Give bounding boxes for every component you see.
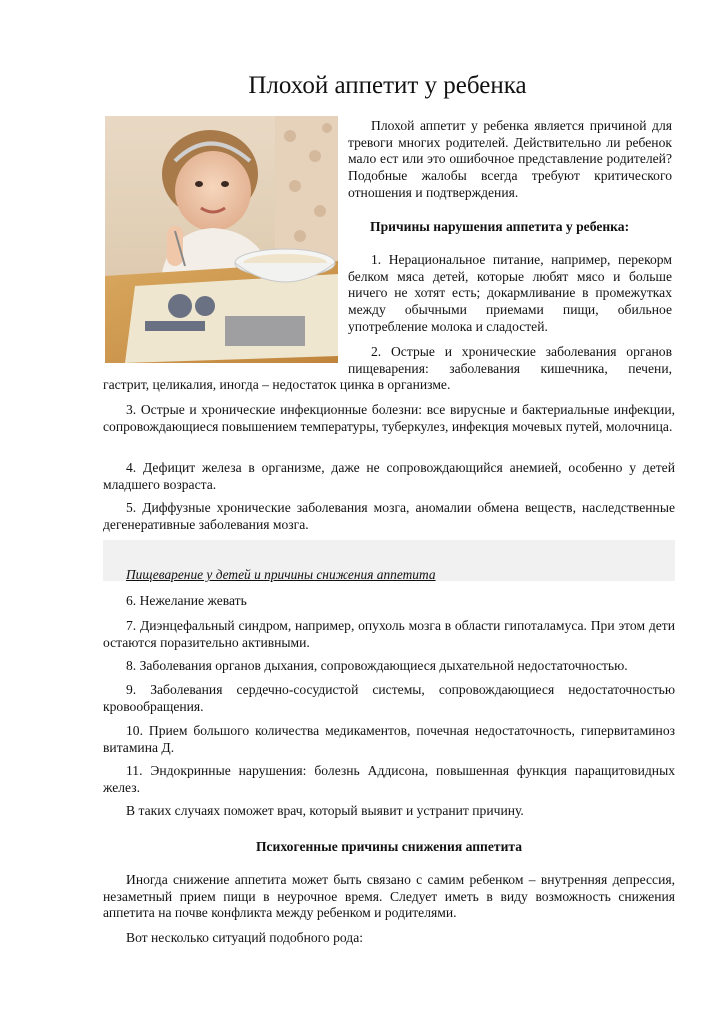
cause-item-2-start: 2. Острые и хронические заболевания органов пищеварения: заболевания кишечника, печени,	[348, 344, 672, 376]
intro-paragraph: Плохой аппетит у ребенка является причиной для тревоги многих родителей. Действительно ли ребенок мало ест или это ошибочное представление родителей? Подобные жалобы всегда требуют критического отношения и подтверждения.	[348, 118, 672, 200]
page-title: Плохой аппетит у ребенка	[248, 72, 527, 99]
child-eating-photo	[105, 116, 338, 363]
cause-item-11: 11. Эндокринные нарушения: болезнь Аддисона, повышенная функция паращитовидных желез.	[103, 763, 675, 795]
psychogenic-paragraph: Иногда снижение аппетита может быть связано с самим ребенком – внутренняя депрессия, незаметный прием пищи в неурочное время. Следует иметь в виду возможность снижения аппетита на почве конфликта между ребенком и родителями.	[103, 872, 675, 921]
situations-intro: Вот несколько ситуаций подобного рода:	[126, 930, 364, 945]
child-eating-photo-illustration	[105, 116, 338, 363]
cause-item-6: 6. Нежелание жевать	[126, 593, 247, 608]
cause-item-5: 5. Диффузные хронические заболевания мозга, аномалии обмена веществ, наследственные дегенеративные заболевания мозга.	[103, 500, 675, 532]
cause-item-8: 8. Заболевания органов дыхания, сопровождающиеся дыхательной недостаточностью.	[126, 658, 628, 673]
causes-heading: Причины нарушения аппетита у ребенка:	[370, 219, 630, 234]
cause-item-10: 10. Прием большого количества медикаментов, почечная недостаточность, гипервитаминоз витамина Д.	[103, 723, 675, 755]
cause-item-9: 9. Заболевания сердечно-сосудистой системы, сопровождающиеся недостаточностью кровообращения.	[103, 682, 675, 714]
cause-item-7: 7. Диэнцефальный синдром, например, опухоль мозга в области гипоталамуса. При этом дети остаются поразительно активными.	[103, 618, 675, 650]
cause-item-4: 4. Дефицит железа в организме, даже не сопровождающийся анемией, особенно у детей младшего возраста.	[103, 460, 675, 492]
doctor-note: В таких случаях поможет врач, который выявит и устранит причину.	[126, 803, 524, 818]
cause-item-2-end: гастрит, целикалия, иногда – недостаток цинка в организме.	[103, 377, 451, 392]
psychogenic-heading: Психогенные причины снижения аппетита	[255, 839, 523, 854]
related-article-link[interactable]: Пищеварение у детей и причины снижения аппетита	[126, 567, 436, 582]
cause-item-3: 3. Острые и хронические инфекционные болезни: все вирусные и бактериальные инфекции, сопровождающиеся повышением температуры, туберкулез, инфекция мочевых путей, молочница.	[103, 402, 675, 434]
cause-item-1: 1. Нерациональное питание, например, перекорм белком мяса детей, которые любят мясо и больше ничего не хотят есть; докармливание в промежутках между обычными приемами пищи, обильное употребление молока и сладостей.	[348, 252, 672, 334]
